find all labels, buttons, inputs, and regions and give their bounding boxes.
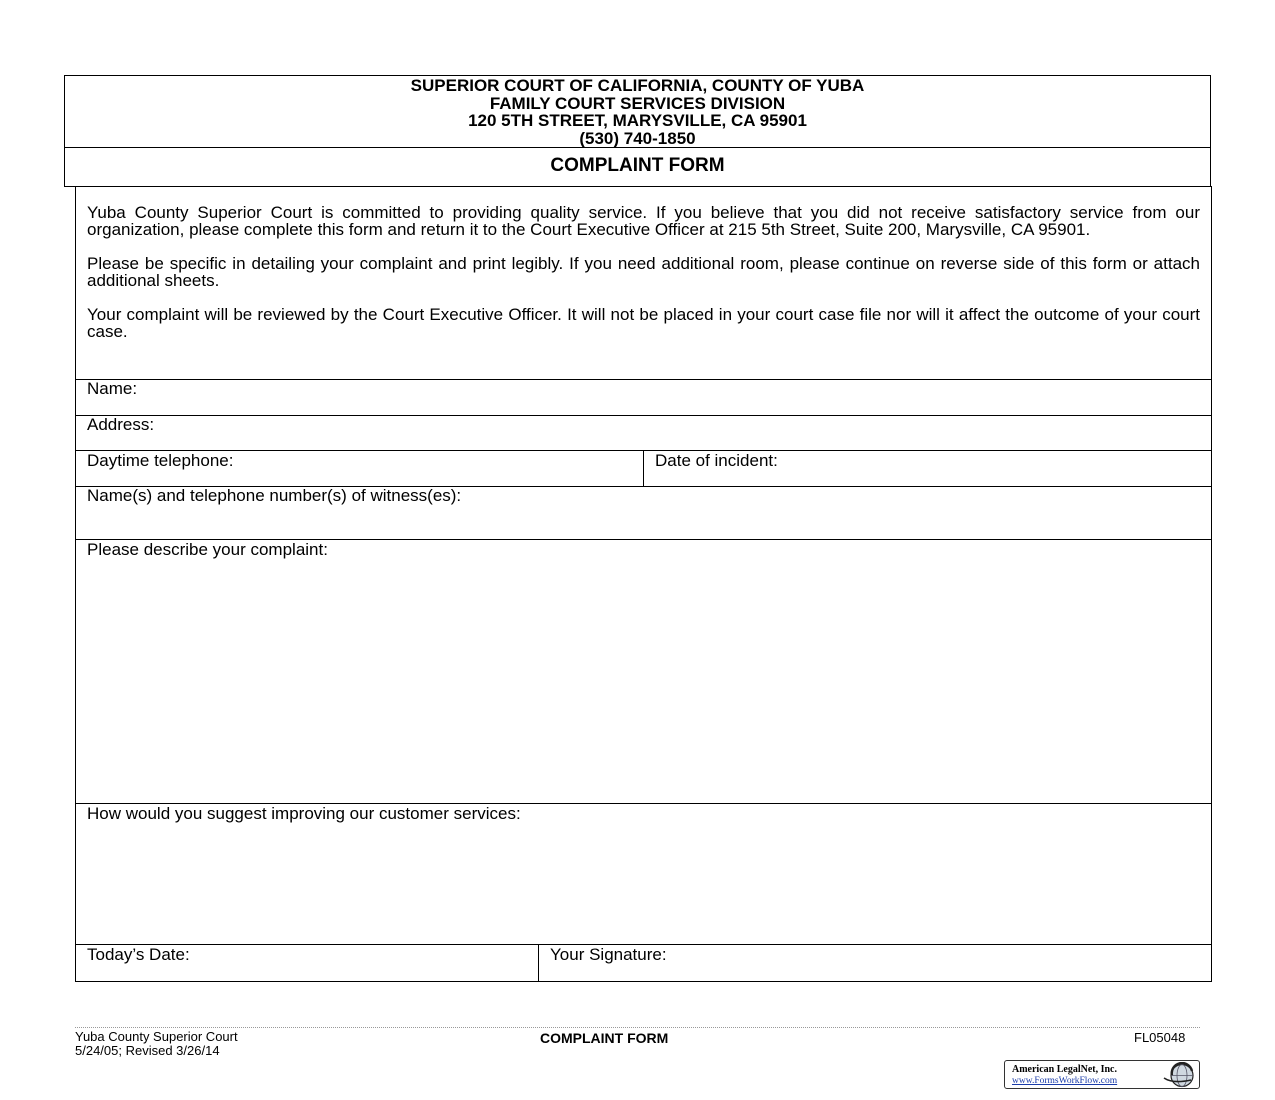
todays-date-field[interactable]	[87, 946, 190, 964]
instructions-paragraph-1: Yuba County Superior Court is committed to providing quality service. If you believe that you did not receive satisfactory service from our organization, please complete this form and return it to the Court Executive Officer at 215 5th Street, Suite 200, Marysville, CA 95901.	[87, 203, 1200, 239]
form-title: COMPLAINT FORM	[550, 155, 725, 176]
todays-date-label: Today’s Date:	[87, 945, 190, 964]
daytime-telephone-label: Daytime telephone:	[87, 451, 234, 470]
signature-field[interactable]	[550, 946, 667, 964]
footer-form-title: COMPLAINT FORM	[540, 1030, 669, 1046]
publisher-badge[interactable]	[1004, 1060, 1200, 1089]
row-divider	[76, 415, 1211, 416]
instructions	[87, 204, 1200, 357]
form-body	[75, 186, 1212, 982]
court-phone: (530) 740-1850	[579, 128, 696, 148]
globe-icon	[1161, 1062, 1197, 1089]
court-address-block	[65, 76, 1210, 149]
division-name: FAMILY COURT SERVICES DIVISION	[489, 93, 786, 113]
name-field[interactable]	[87, 380, 137, 398]
address-label: Address:	[87, 415, 155, 434]
complaint-description-label: Please describe your complaint:	[87, 540, 328, 559]
publisher-name: American LegalNet, Inc.	[1012, 1064, 1117, 1075]
name-label: Name:	[87, 379, 138, 398]
suggestions-label: How would you suggest improving our customer services:	[87, 804, 521, 823]
header-divider	[65, 147, 1210, 148]
instructions-paragraph-2: Please be specific in detailing your complaint and print legibly. If you need additional room, please continue on reverse side of this form or attach additional sheets.	[87, 254, 1200, 290]
suggestions-field[interactable]	[87, 805, 521, 823]
form-header	[64, 75, 1211, 187]
column-divider	[643, 450, 644, 486]
complaint-description-field[interactable]	[87, 541, 328, 559]
publisher-link[interactable]: www.FormsWorkFlow.com	[1012, 1076, 1118, 1086]
witnesses-label: Name(s) and telephone number(s) of witness(es):	[87, 486, 462, 505]
footer-form-number: FL05048	[1134, 1030, 1186, 1045]
footer-revision-dates: 5/24/05; Revised 3/26/14	[75, 1043, 220, 1058]
court-name: SUPERIOR COURT OF CALIFORNIA, COUNTY OF YUBA	[410, 76, 865, 95]
address-field[interactable]	[87, 416, 154, 434]
row-divider	[76, 379, 1211, 380]
court-street-address: 120 5TH STREET, MARYSVILLE, CA 95901	[468, 111, 807, 130]
footer-court-name: Yuba County Superior Court	[75, 1029, 238, 1044]
witnesses-field[interactable]	[87, 487, 461, 505]
footer-court-info	[75, 1030, 238, 1058]
date-of-incident-field[interactable]	[655, 452, 778, 470]
footer-rule	[75, 1027, 1200, 1028]
date-of-incident-label: Date of incident:	[655, 451, 778, 470]
instructions-paragraph-3: Your complaint will be reviewed by the Court Executive Officer. It will not be placed in your court case file nor will it affect the outcome of your court case.	[87, 305, 1200, 341]
signature-label: Your Signature:	[550, 945, 667, 964]
column-divider	[538, 944, 539, 981]
daytime-telephone-field[interactable]	[87, 452, 233, 470]
